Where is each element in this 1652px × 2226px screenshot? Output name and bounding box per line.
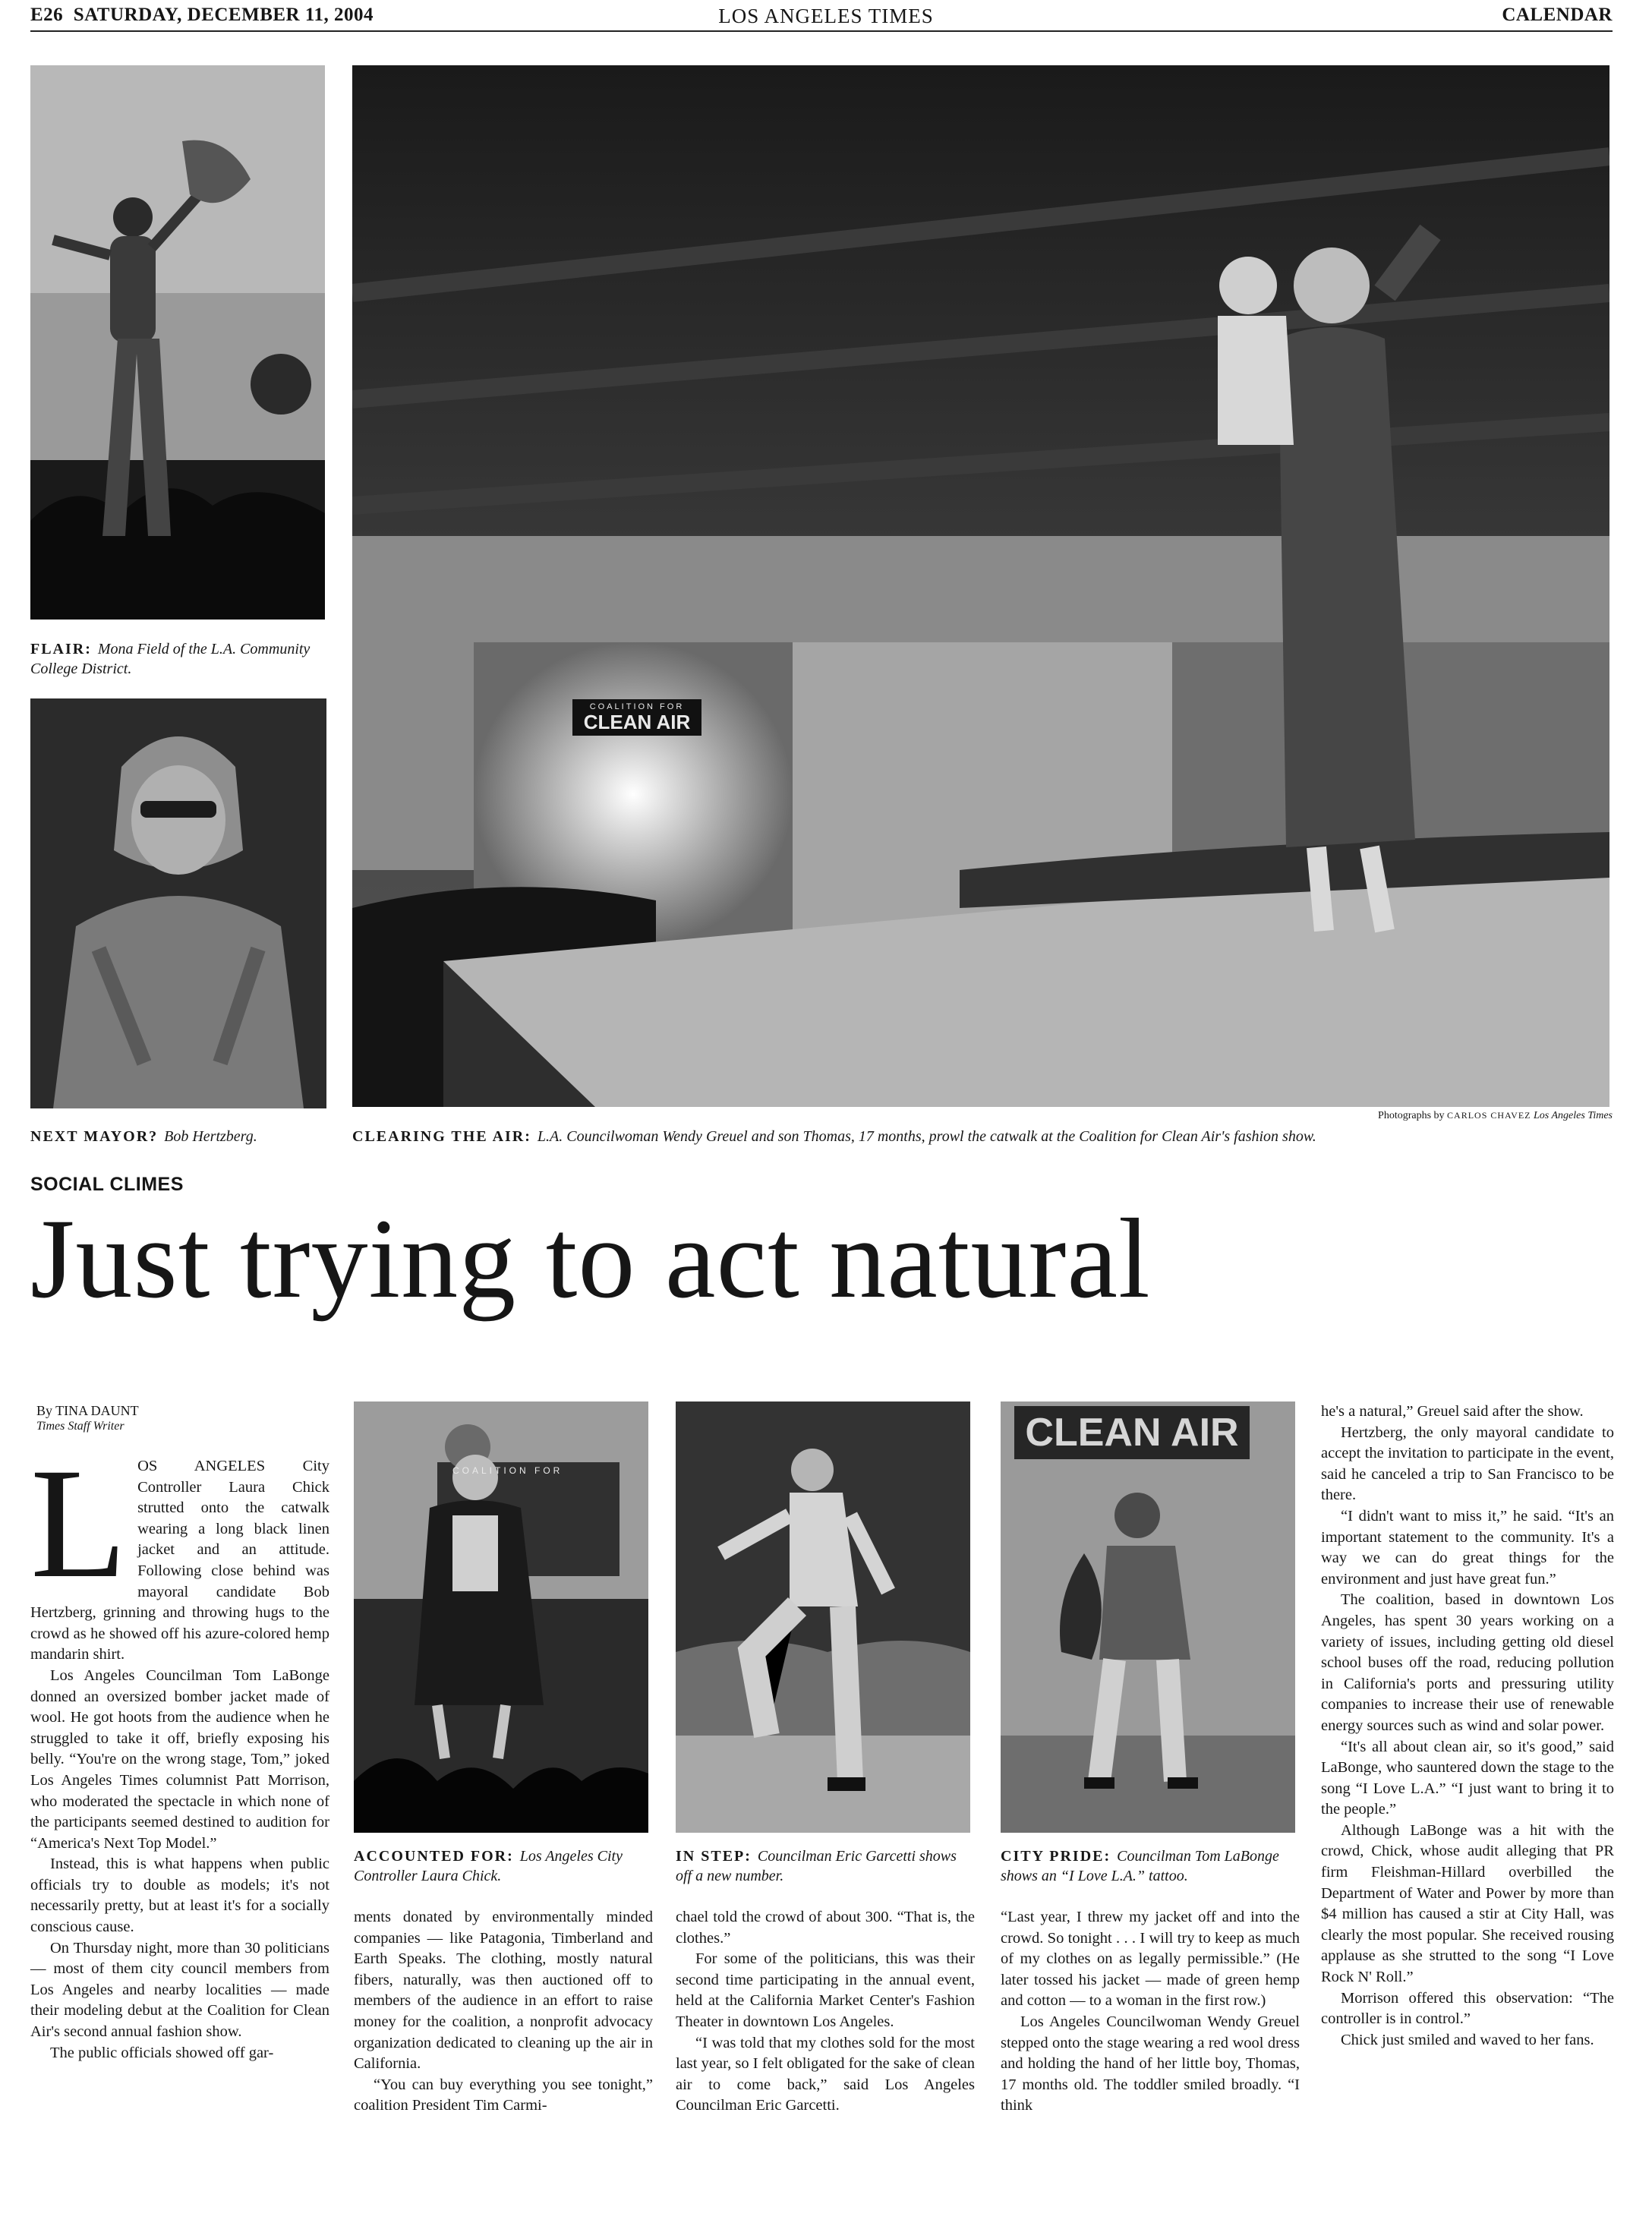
catwalk-backdrop-big: CLEAN AIR [583,711,691,733]
col3-p1: chael told the crowd of about 300. “That is, the clothes.” [676,1909,975,1947]
instep-caption-label: IN STEP: [676,1848,752,1865]
flair-caption-label: FLAIR: [30,641,92,657]
col5-p8: Chick just smiled and waved to her fans. [1341,2031,1594,2048]
col1-p3: Instead, this is what happens when public officials try to double as models; it's not necessarily pretty, but at least it's for a socially conscious cause. [30,1856,329,1936]
col5-p7: Morrison offered this observation: “The controller is in control.” [1321,1989,1614,2028]
col5-p6: Although LaBonge was a hit with the crowd, Chick, whose audit alleging that PR firm Fleishman-Hillard overbilled the Department of Water and Power by more than $4 million has caused a stir at City Hall, was clearly the most popular. She received rousing applause as she strutted to the song “I Love Rock N' Roll.” [1321,1821,1614,1986]
flair-caption-text: Mona Field of the L.A. Community College District. [30,641,311,677]
catwalk-backdrop-sign [572,699,701,736]
col5-p1: he's a natural,” Greuel said after the show. [1321,1403,1584,1420]
credit-prefix: Photographs by [1378,1110,1445,1121]
chick-photo [354,1401,648,1833]
article-column-2 [354,1907,653,2117]
article-column-1 [30,1436,329,2064]
col3-p3: “I was told that my clothes sold for the most last year, so I felt obligated for the sake of clean air to come back,” said Los Angeles Councilman Eric Garcetti. [676,2034,975,2114]
mayor-caption [30,1127,334,1146]
mayor-caption-label: NEXT MAYOR? [30,1128,159,1145]
credit-org: Los Angeles Times [1534,1110,1613,1121]
clearing-caption [352,1127,1613,1146]
labonge-backdrop-text: CLEAN AIR [1014,1406,1250,1459]
photo-credit [1378,1110,1613,1122]
accounted-caption [354,1846,648,1886]
byline: By TINA DAUNT [36,1403,139,1418]
clearing-caption-text: L.A. Councilwoman Wendy Greuel and son Thomas, 17 months, prowl the catwalk at the Coalition for Clean Air's fashion show. [537,1128,1316,1145]
catwalk-photo [352,65,1609,1107]
col1-p5: The public officials showed off gar- [50,2044,274,2061]
chick-backdrop-text: COALITION FOR [452,1465,563,1476]
clearing-caption-label: CLEARING THE AIR: [352,1128,531,1145]
col1-p1: OS ANGELES City Controller Laura Chick strutted onto the catwalk wearing a long black linen jacket and an attitude. Following close behind was mayoral candidate Bob Hertzberg, grinning and throwing hugs to the crowd as he showed off his azure-colored hemp mandarin shirt. [30,1458,329,1663]
article-column-3 [676,1907,975,2117]
header-rule [30,30,1613,32]
article-column-5 [1321,1401,1614,2051]
flair-caption [30,639,326,679]
catwalk-backdrop-small: COALITION FOR [589,702,685,711]
flair-photo [30,65,325,620]
byline-role: Times Staff Writer [36,1420,125,1433]
pride-caption [1001,1846,1297,1886]
col5-p3: “I didn't want to miss it,” he said. “It's an important statement to the community. It's a way we can do great things for the environment and just have great fun.” [1321,1507,1614,1588]
kicker: SOCIAL CLIMES [30,1174,184,1195]
col3-p2: For some of the politicians, this was their second time participating in the annual event, held at the California Market Center's Fashion Theater in downtown Los Angeles. [676,1950,975,2030]
page-number: E26 [30,5,64,25]
col5-p4: The coalition, based in downtown Los Angeles, has spent 30 years working on a variety of issues, including getting old diesel school buses off the road, reducing pollution in California's ports and pressuring utility companies to increase their use of renewable energy sources such as wind and solar power. [1321,1591,1614,1734]
mayor-caption-text: Bob Hertzberg. [164,1128,257,1145]
section-name: CALENDAR [1502,5,1613,25]
instep-caption-text: Councilman Eric Garcetti shows off a new number. [676,1848,957,1884]
credit-name: CARLOS CHAVEZ [1447,1110,1531,1121]
paper-name: LOS ANGELES TIMES [718,5,934,27]
mayor-photo [30,698,326,1108]
pride-caption-text: Councilman Tom LaBonge shows an “I Love L.A.” tattoo. [1001,1848,1279,1884]
col5-p5: “It's all about clean air, so it's good,” said LaBonge, who sauntered down the stage to the song “I Love L.A.” “I just want to bring it to the people.” [1321,1738,1614,1818]
accounted-caption-label: ACCOUNTED FOR: [354,1848,514,1865]
col5-p2: Hertzberg, the only mayoral candidate to accept the invitation to participate in the event, said he canceled a trip to San Francisco to be there. [1321,1424,1614,1504]
headline: Just trying to act natural [30,1196,1151,1322]
col4-p1: “Last year, I threw my jacket off and into the crowd. So tonight . . . I will try to keep as much of my clothes on as legally permissible.” (He later tossed his jacket — made of green hemp and cotton — to a woman in the first row.) [1001,1909,1300,2010]
garcetti-photo [676,1401,970,1833]
col1-p4: On Thursday night, more than 30 politicians — most of them city council members from Los Angeles and nearby localities — made their modeling debut at the Coalition for Clean Air's second annual fashion show. [30,1939,329,2041]
col4-p2: Los Angeles Councilwoman Wendy Greuel stepped onto the stage wearing a red wool dress and holding the hand of her little boy, Thomas, 17 months old. The toddler smiled broadly. “I think [1001,2013,1300,2114]
instep-caption [676,1846,972,1886]
col2-p1: ments donated by environmentally minded companies — like Patagonia, Timberland and Earth Speaks. The clothing, mostly natural fibers, naturally, was then auctioned off to members of the audience in an effort to raise money for the coalition, a nonprofit advocacy organization dedicated to cleaning up the air in California. [354,1909,653,2073]
col1-p2: Los Angeles Councilman Tom LaBonge donned an oversized bomber jacket made of wool. He got hoots from the audience when he struggled to take it off, briefly exposing his belly. “You're on the wrong stage, Tom,” joked Los Angeles Times columnist Patt Morrison, who moderated the spectacle in which none of the participants seemed destined to audition for “America's Next Top Model.” [30,1666,329,1852]
article-column-4 [1001,1907,1300,2117]
drop-cap: L [30,1436,128,1610]
pride-caption-label: CITY PRIDE: [1001,1848,1111,1865]
col2-p2: “You can buy everything you see tonight,” coalition President Tim Carmi- [354,2076,653,2114]
accounted-caption-text: Los Angeles City Controller Laura Chick. [354,1848,623,1884]
issue-date: SATURDAY, DECEMBER 11, 2004 [73,5,374,25]
labonge-photo [1001,1401,1295,1833]
